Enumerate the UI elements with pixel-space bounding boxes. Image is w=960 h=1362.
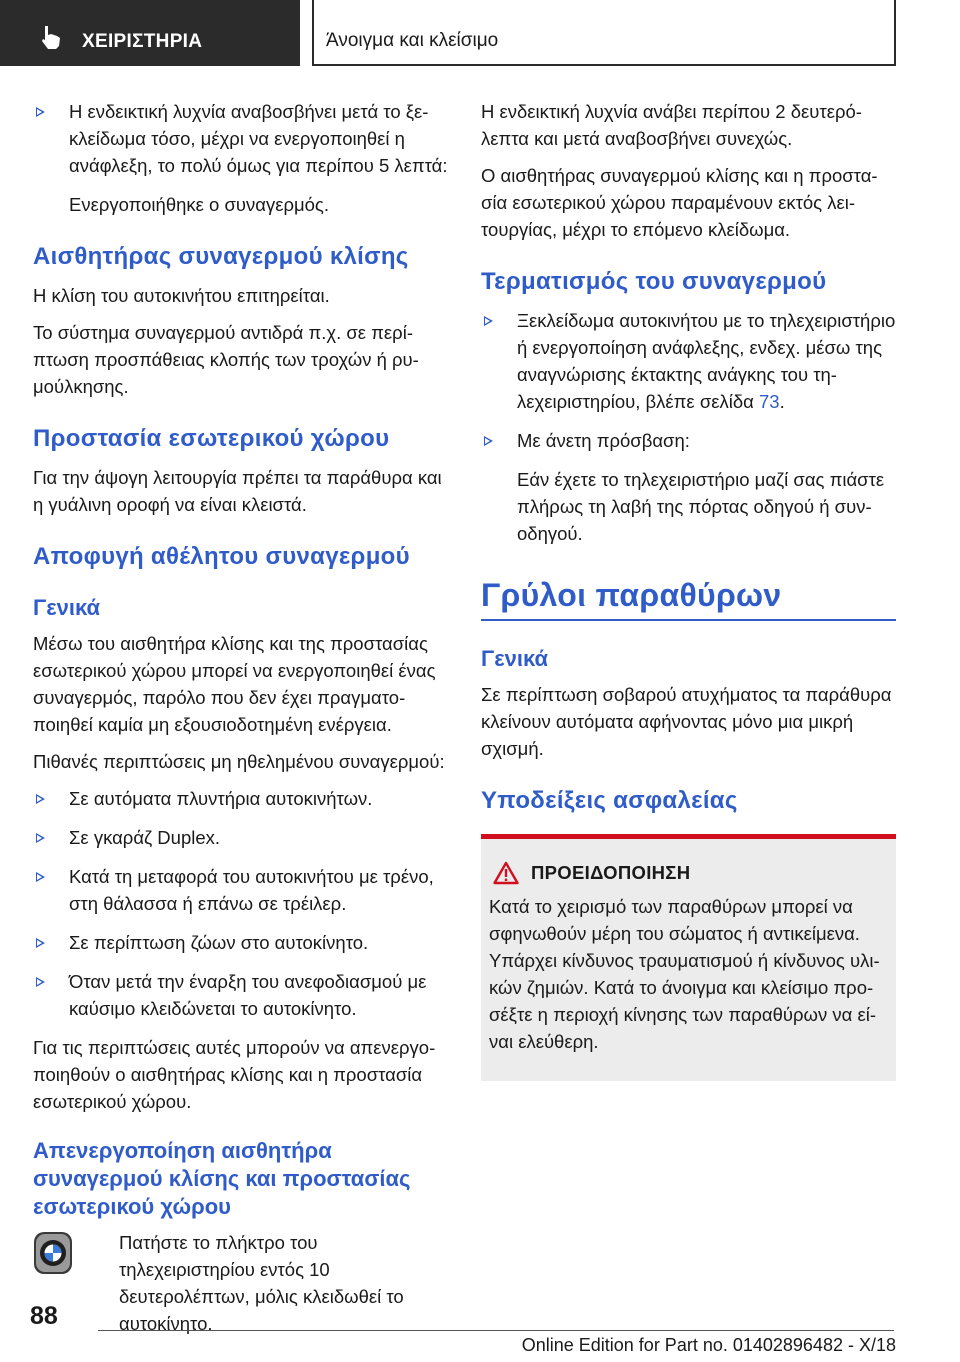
paragraph: Σε περίπτωση σοβαρού ατυχήματος τα παράθυρα κλείνουν αυτόματα αφήνοντας μόνο μια μικρή σχισμή. [481,684,892,759]
heading-avoid-false-alarm: Αποφυγή αθέλητου συναγερμού [33,543,410,570]
list-item: Σε αυτόματα πλυντήρια αυτοκινήτων. [33,785,448,812]
subheading-deactivation: Απενεργοποίηση αισθητήρα συναγερμού κλίσης και προστασίας εσωτερικού χώρου [33,1138,411,1219]
paragraph: Ο αισθητήρας συναγερμού κλίσης και η προστασία εσωτερικού χώρου παραμένουν εκτός λειτουργίας, μέχρι το επόμενο κλείδωμα. [481,165,878,240]
chapter-title-box [312,0,896,66]
list-item-result: Ενεργοποιήθηκε ο συναγερμός. [69,194,329,215]
warning-text: Κατά το χειρισμό των παραθύρων μπορεί να σφηνωθούν μέρη του σώματος ή αντικείμενα. Υπάρχει κίνδυνος τραυματισμού ή κίνδυνος υλικών ζημιών. Κατά το άνοιγμα και κλείσιμο προσέξτε η περιοχή κίνησης των παραθύρων να είναι ελεύθερη. [489,896,880,1052]
section-label: ΧΕΙΡΙΣΤΗΡΙΑ [82,31,203,52]
paragraph: Το σύστημα συναγερμού αντιδρά π.χ. σε περίπτωση προσπάθειας κλοπής των τροχών ή ρυμούλκησης. [33,322,419,397]
warning-header [489,861,886,885]
heading-end-alarm: Τερματισμός του συναγερμού [481,268,827,295]
list-item: Σε γκαράζ Duplex. [33,824,448,851]
paragraph: Πιθανές περιπτώσεις μη ηθελημένου συναγερμού: [33,751,445,772]
paragraph: Για τις περιπτώσεις αυτές μπορούν να απενεργοποιηθούν ο αισθητήρας κλίσης και η προστασία εσωτερικού χώρου. [33,1037,436,1112]
heading-interior-protection: Προστασία εσωτερικού χώρου [33,425,390,452]
heading-safety-notes: Υποδείξεις ασφαλείας [481,787,738,814]
paragraph: Για την άψογη λειτουργία πρέπει τα παράθυρα και η γυάλινη οροφή να είναι κλειστά. [33,467,442,515]
paragraph: Η ενδεικτική λυχνία ανάβει περίπου 2 δευτερόλεπτα και μετά αναβοσβήνει συνεχώς. [481,101,862,149]
footer-text: Online Edition for Part no. 01402896482 - X/18 [521,1335,896,1355]
hand-pointer-icon [38,24,64,50]
heading-tilt-sensor: Αισθητήρας συναγερμού κλίσης [33,243,409,270]
subheading-general: Γενικά [481,646,549,671]
list-item-text: Ξεκλείδωμα αυτοκινήτου με το τηλεχειριστήριο ή ενεργοποίηση ανάφλεξης, ενδεχ. μέσω της αναγνώρισης έκτακτης ανάγκης του τηλεχειριστηρίου, βλέπε σελίδα [517,310,896,412]
right-column [481,98,896,1081]
page-number: 88 [30,1302,58,1330]
list-item: Με άνετη πρόσβαση: [481,427,896,454]
list-item-sub: Εάν έχετε το τηλεχειριστήριο μαζί σας πιάστε πλήρως τη λαβή της πόρτας οδηγού ή συνοδηγού. [517,469,885,544]
left-column [33,98,448,1337]
chapter-title: Άνοιγμα και κλείσιμο [326,30,499,51]
list-item: Σε περίπτωση ζώων στο αυτοκίνητο. [33,929,448,956]
list-item: Όταν μετά την έναρξη του ανεφοδιασμού με καύσιμο κλειδώνεται το αυτοκίνητο. [33,968,448,1022]
paragraph: Η κλίση του αυτοκινήτου επιτηρείται. [33,285,330,306]
warning-triangle-icon [493,861,519,885]
key-instruction [33,1229,448,1337]
warning-title: ΠΡΟΕΙΔΟΠΟΙΗΣΗ [531,862,691,883]
heading-window-regulators: Γρύλοι παραθύρων [481,575,896,621]
list-item [481,307,896,415]
subheading-general: Γενικά [33,595,101,620]
section-tab [0,0,300,66]
warning-box [481,834,896,1081]
key-fob-icon [33,1231,73,1275]
key-instruction-text: Πατήστε το πλήκτρο του τηλεχειριστηρίου εντός 10 δευτερολέπτων, μόλις κλειδωθεί το αυτοκίνητο. [119,1232,404,1334]
list-item: Η ενδεικτική λυχνία αναβοσβήνει μετά το ξεκλείδωμα τόσο, μέχρι να ενεργοποιηθεί η ανάφλεξη, το πολύ όμως για περίπου 5 λεπτά: [33,98,448,179]
footer-divider [98,1330,894,1331]
list-item: Κατά τη μεταφορά του αυτοκινήτου με τρένο, στη θάλασσα ή επάνω σε τρέιλερ. [33,863,448,917]
list-item-tail: . [779,391,785,412]
paragraph: Μέσω του αισθητήρα κλίσης και της προστασίας εσωτερικού χώρου μπορεί να ενεργοποιηθεί ένας συναγερμός, παρόλο που δεν έχει πραγματοποιηθεί καμία μη εξουσιοδοτημένη ενέργεια. [33,633,436,735]
page-link[interactable]: 73 [758,391,780,412]
page-header [0,0,960,66]
